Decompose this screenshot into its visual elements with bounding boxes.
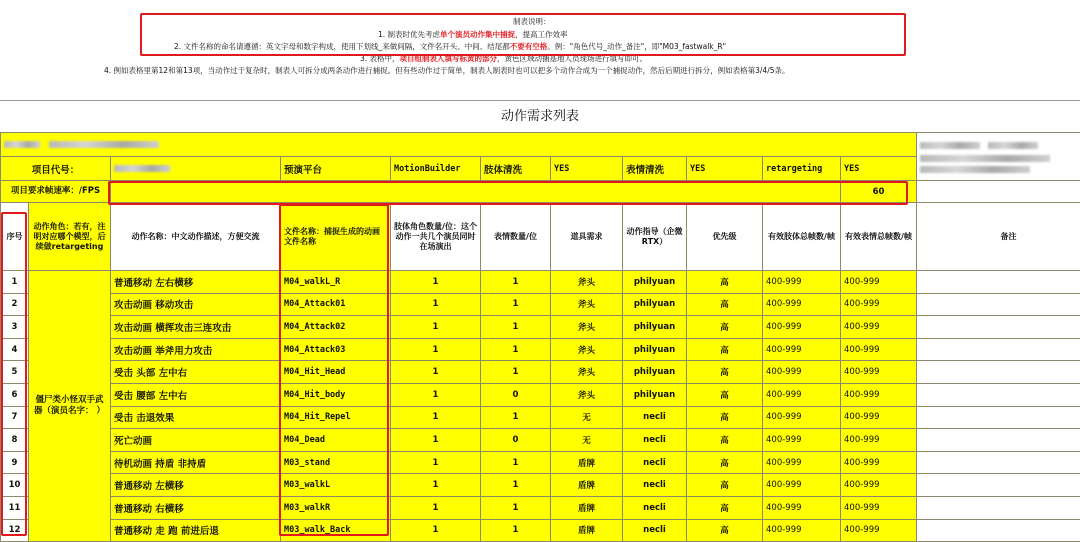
- priority-cell[interactable]: 高: [687, 451, 763, 474]
- index-cell[interactable]: 2: [1, 293, 29, 316]
- remark-cell[interactable]: [917, 338, 1080, 361]
- action-name-cell[interactable]: 受击 腰部 左中右: [111, 383, 281, 406]
- note-3-highlight: 项目组制表人填写标黄的部分: [400, 54, 498, 63]
- body-clean-label: 肢体清洗: [481, 157, 551, 181]
- face-clean-value[interactable]: YES: [687, 157, 763, 181]
- redacted-text: [920, 155, 1050, 162]
- file-name-cell[interactable]: M04_Attack03: [281, 338, 391, 361]
- props-cell[interactable]: 无: [551, 429, 623, 452]
- remark-cell[interactable]: [917, 271, 1080, 294]
- note-1-text: 1. 制表时优先考虑: [378, 30, 440, 39]
- table-row: [1, 361, 1080, 384]
- body-frames-cell[interactable]: 400-999: [763, 338, 841, 361]
- actors-count-cell[interactable]: 1: [391, 338, 481, 361]
- action-name-cell[interactable]: 普通移动 左横移: [111, 474, 281, 497]
- actors-count-cell[interactable]: 1: [391, 429, 481, 452]
- face-clean-label: 表情清洗: [623, 157, 687, 181]
- action-name-cell[interactable]: 攻击动画 移动攻击: [111, 293, 281, 316]
- preview-platform-value[interactable]: MotionBuilder: [391, 157, 481, 181]
- redacted-info-cell: [917, 133, 1080, 181]
- empty-cell: [917, 181, 1080, 203]
- faces-count-cell[interactable]: 1: [481, 293, 551, 316]
- header-faces: 表情数量/位: [481, 203, 551, 271]
- actors-count-cell[interactable]: 1: [391, 496, 481, 519]
- header-director: 动作指导（企微RTX）: [623, 203, 687, 271]
- action-name-cell[interactable]: 受击 头部 左中右: [111, 361, 281, 384]
- faces-count-cell[interactable]: 0: [481, 429, 551, 452]
- redacted-text: [988, 142, 1038, 149]
- actors-count-cell[interactable]: 1: [391, 406, 481, 429]
- priority-cell[interactable]: 高: [687, 406, 763, 429]
- header-actors: 肢体角色数量/位：这个动作一共几个演员同时在场演出: [391, 203, 481, 271]
- body-frames-cell[interactable]: 400-999: [763, 316, 841, 339]
- index-cell[interactable]: 9: [1, 451, 29, 474]
- face-frames-cell[interactable]: 400-999: [841, 338, 917, 361]
- priority-cell[interactable]: 高: [687, 429, 763, 452]
- props-cell[interactable]: 无: [551, 406, 623, 429]
- body-clean-value[interactable]: YES: [551, 157, 623, 181]
- director-cell[interactable]: necli: [623, 451, 687, 474]
- actors-count-cell[interactable]: 1: [391, 451, 481, 474]
- header-remark: 备注: [917, 203, 1080, 271]
- index-cell[interactable]: 3: [1, 316, 29, 339]
- director-cell[interactable]: philyuan: [623, 271, 687, 294]
- table-row: [1, 271, 1080, 294]
- index-cell[interactable]: 1: [1, 271, 29, 294]
- notes-heading: 制表说明：: [513, 17, 551, 27]
- header-props: 道具需求: [551, 203, 623, 271]
- director-cell[interactable]: philyuan: [623, 361, 687, 384]
- index-cell[interactable]: 7: [1, 406, 29, 429]
- actors-count-cell[interactable]: 1: [391, 316, 481, 339]
- faces-count-cell[interactable]: 1: [481, 519, 551, 542]
- faces-count-cell[interactable]: 1: [481, 271, 551, 294]
- props-cell[interactable]: 盾牌: [551, 496, 623, 519]
- file-name-cell[interactable]: M03_walk_Back: [281, 519, 391, 542]
- actors-count-cell[interactable]: 1: [391, 293, 481, 316]
- table-row: [1, 293, 1080, 316]
- action-name-cell[interactable]: 攻击动画 举斧用力攻击: [111, 338, 281, 361]
- director-cell[interactable]: philyuan: [623, 383, 687, 406]
- role-cell[interactable]: 僵尸类小怪双手武器（演员名字： ）: [29, 271, 111, 542]
- index-cell[interactable]: 12: [1, 519, 29, 542]
- priority-cell[interactable]: 高: [687, 383, 763, 406]
- redacted-text: [4, 141, 40, 148]
- body-frames-cell[interactable]: 400-999: [763, 271, 841, 294]
- file-name-cell[interactable]: M04_Hit_body: [281, 383, 391, 406]
- action-name-cell[interactable]: 普通移动 左右横移: [111, 271, 281, 294]
- remark-cell[interactable]: [917, 474, 1080, 497]
- index-cell[interactable]: 4: [1, 338, 29, 361]
- note-line-4: 4. 例如表格里第12和第13项，当动作过于复杂时，制表人可拆分成两条动作进行捕捉。但有些动作过于简单，制表人制表时也可以把多个动作合成为一个捕捉动作，然后后期进行拆分，例如表格第3/4/5条。: [104, 66, 790, 76]
- remark-cell[interactable]: [917, 519, 1080, 542]
- actors-count-cell[interactable]: 1: [391, 271, 481, 294]
- body-frames-cell[interactable]: 400-999: [763, 496, 841, 519]
- body-frames-cell[interactable]: 400-999: [763, 451, 841, 474]
- header-face-frames: 有效表情总帧数/帧: [841, 203, 917, 271]
- face-frames-cell[interactable]: 400-999: [841, 383, 917, 406]
- director-cell[interactable]: necli: [623, 406, 687, 429]
- body-frames-cell[interactable]: 400-999: [763, 383, 841, 406]
- props-cell[interactable]: 盾牌: [551, 474, 623, 497]
- director-cell[interactable]: necli: [623, 496, 687, 519]
- retargeting-value[interactable]: YES: [841, 157, 917, 181]
- props-cell[interactable]: 斧头: [551, 316, 623, 339]
- action-name-cell[interactable]: 待机动画 持盾 非持盾: [111, 451, 281, 474]
- priority-cell[interactable]: 高: [687, 338, 763, 361]
- action-table: [0, 202, 1080, 542]
- priority-cell[interactable]: 高: [687, 496, 763, 519]
- face-frames-cell[interactable]: 400-999: [841, 406, 917, 429]
- project-name-cell[interactable]: [1, 133, 917, 157]
- face-frames-cell[interactable]: 400-999: [841, 451, 917, 474]
- note-3-text: 3. 表格中，: [360, 54, 400, 63]
- priority-cell[interactable]: 高: [687, 293, 763, 316]
- sheet-title: 动作需求列表: [0, 100, 1080, 134]
- remark-cell[interactable]: [917, 429, 1080, 452]
- face-frames-cell[interactable]: 400-999: [841, 271, 917, 294]
- fps-highlight-box: [108, 181, 908, 205]
- file-name-cell[interactable]: M04_Hit_Head: [281, 361, 391, 384]
- face-frames-cell[interactable]: 400-999: [841, 519, 917, 542]
- props-cell[interactable]: 盾牌: [551, 451, 623, 474]
- action-name-cell[interactable]: 攻击动画 横挥攻击三连攻击: [111, 316, 281, 339]
- note-1-tail: ，提高工作效率: [515, 30, 568, 39]
- faces-count-cell[interactable]: 0: [481, 383, 551, 406]
- faces-count-cell[interactable]: 1: [481, 451, 551, 474]
- priority-cell[interactable]: 高: [687, 316, 763, 339]
- preview-platform-label: 预演平台: [281, 157, 391, 181]
- face-frames-cell[interactable]: 400-999: [841, 474, 917, 497]
- table-row: [1, 429, 1080, 452]
- project-code-value[interactable]: [111, 157, 281, 181]
- remark-cell[interactable]: [917, 496, 1080, 519]
- director-cell[interactable]: necli: [623, 474, 687, 497]
- index-cell[interactable]: 5: [1, 361, 29, 384]
- remark-cell[interactable]: [917, 406, 1080, 429]
- actors-count-cell[interactable]: 1: [391, 361, 481, 384]
- redacted-text: [49, 141, 159, 148]
- director-cell[interactable]: philyuan: [623, 293, 687, 316]
- table-row: [1, 316, 1080, 339]
- file-name-cell[interactable]: M03_stand: [281, 451, 391, 474]
- props-cell[interactable]: 斧头: [551, 361, 623, 384]
- priority-cell[interactable]: 高: [687, 519, 763, 542]
- remark-cell[interactable]: [917, 361, 1080, 384]
- file-name-cell[interactable]: M04_Dead: [281, 429, 391, 452]
- props-cell[interactable]: 斧头: [551, 293, 623, 316]
- header-body-frames: 有效肢体总帧数/帧: [763, 203, 841, 271]
- note-1-highlight: 单个演员动作集中捕捉: [440, 30, 515, 39]
- table-row: [1, 338, 1080, 361]
- index-cell[interactable]: 10: [1, 474, 29, 497]
- director-cell[interactable]: philyuan: [623, 338, 687, 361]
- redacted-text: [920, 142, 980, 149]
- director-cell[interactable]: necli: [623, 429, 687, 452]
- faces-count-cell[interactable]: 1: [481, 496, 551, 519]
- faces-count-cell[interactable]: 1: [481, 338, 551, 361]
- actors-count-cell[interactable]: 1: [391, 383, 481, 406]
- header-index: 序号: [1, 203, 29, 271]
- file-name-cell[interactable]: M04_walkL_R: [281, 271, 391, 294]
- priority-cell[interactable]: 高: [687, 474, 763, 497]
- retargeting-label: retargeting: [763, 157, 841, 181]
- faces-count-cell[interactable]: 1: [481, 316, 551, 339]
- props-cell[interactable]: 斧头: [551, 338, 623, 361]
- project-code-label: 项目代号：: [1, 157, 111, 181]
- face-frames-cell[interactable]: 400-999: [841, 429, 917, 452]
- index-cell[interactable]: 6: [1, 383, 29, 406]
- table-row: [1, 496, 1080, 519]
- fps-label: 项目要求帧速率：/FPS: [1, 181, 111, 203]
- faces-count-cell[interactable]: 1: [481, 474, 551, 497]
- table-row: [1, 451, 1080, 474]
- header-file: 文件名称：捕捉生成的动画文件名称: [281, 203, 391, 271]
- file-name-cell[interactable]: M03_walkR: [281, 496, 391, 519]
- remark-cell[interactable]: [917, 293, 1080, 316]
- body-frames-cell[interactable]: 400-999: [763, 361, 841, 384]
- actors-count-cell[interactable]: 1: [391, 474, 481, 497]
- table-row: [1, 406, 1080, 429]
- props-cell[interactable]: 斧头: [551, 271, 623, 294]
- action-name-cell[interactable]: 受击 击退效果: [111, 406, 281, 429]
- index-cell[interactable]: 8: [1, 429, 29, 452]
- note-2-text: 2. 文件名称的命名请遵循：英文字母和数字构成，使用下划线_来做间隔，文件名开头、中间、结尾都: [174, 42, 510, 51]
- face-frames-cell[interactable]: 400-999: [841, 361, 917, 384]
- director-cell[interactable]: philyuan: [623, 316, 687, 339]
- actors-count-cell[interactable]: 1: [391, 519, 481, 542]
- action-name-cell[interactable]: 普通移动 右横移: [111, 496, 281, 519]
- table-row: [1, 519, 1080, 542]
- face-frames-cell[interactable]: 400-999: [841, 496, 917, 519]
- file-name-cell[interactable]: M04_Attack01: [281, 293, 391, 316]
- table-row: [1, 474, 1080, 497]
- action-name-cell[interactable]: 普通移动 走 跑 前进后退: [111, 519, 281, 542]
- file-name-cell[interactable]: M03_walkL: [281, 474, 391, 497]
- file-name-cell[interactable]: M04_Attack02: [281, 316, 391, 339]
- redacted-text: [920, 166, 1030, 173]
- priority-cell[interactable]: 高: [687, 271, 763, 294]
- body-frames-cell[interactable]: 400-999: [763, 293, 841, 316]
- remark-cell[interactable]: [917, 451, 1080, 474]
- notes-highlight-box: [140, 13, 906, 56]
- body-frames-cell[interactable]: 400-999: [763, 519, 841, 542]
- body-frames-cell[interactable]: 400-999: [763, 474, 841, 497]
- action-name-cell[interactable]: 死亡动画: [111, 429, 281, 452]
- remark-cell[interactable]: [917, 383, 1080, 406]
- face-frames-cell[interactable]: 400-999: [841, 316, 917, 339]
- header-role: 动作角色：若有，注明对应哪个模型，后续做retargeting: [29, 203, 111, 271]
- props-cell[interactable]: 盾牌: [551, 519, 623, 542]
- file-name-cell[interactable]: M04_Hit_Repel: [281, 406, 391, 429]
- director-cell[interactable]: necli: [623, 519, 687, 542]
- body-frames-cell[interactable]: 400-999: [763, 406, 841, 429]
- redacted-text: [114, 165, 170, 172]
- instructions-panel: [0, 0, 1080, 100]
- index-cell[interactable]: 11: [1, 496, 29, 519]
- props-cell[interactable]: 斧头: [551, 383, 623, 406]
- note-2-highlight: 不要有空格: [510, 42, 548, 51]
- faces-count-cell[interactable]: 1: [481, 406, 551, 429]
- body-frames-cell[interactable]: 400-999: [763, 429, 841, 452]
- note-3-tail: ，黄色区域动捕基地人员现场进行填写即可。: [497, 54, 647, 63]
- fps-value[interactable]: 60: [841, 181, 917, 203]
- faces-count-cell[interactable]: 1: [481, 361, 551, 384]
- note-2-tail: 。例："角色代号_动作_备注"，即"M03_fastwalk_R": [547, 42, 726, 51]
- header-action: 动作名称：中文动作描述，方便交流: [111, 203, 281, 271]
- header-priority: 优先级: [687, 203, 763, 271]
- remark-cell[interactable]: [917, 316, 1080, 339]
- table-body: [1, 271, 1080, 542]
- face-frames-cell[interactable]: 400-999: [841, 293, 917, 316]
- priority-cell[interactable]: 高: [687, 361, 763, 384]
- filename-column-highlight-box: [279, 204, 389, 536]
- index-column-highlight-box: [1, 212, 27, 536]
- table-row: [1, 383, 1080, 406]
